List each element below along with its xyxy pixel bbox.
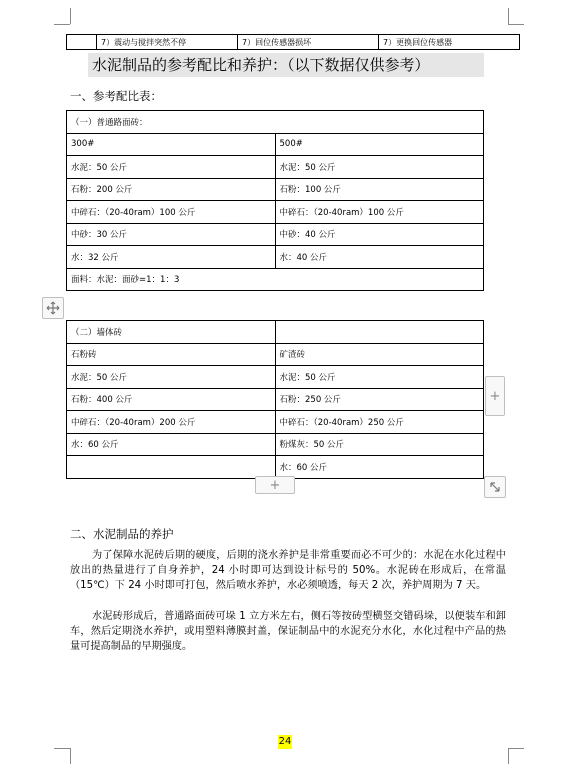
table-cell <box>67 456 276 479</box>
crop-mark <box>70 748 71 764</box>
table-cell: 石粉：200 公斤 <box>67 178 276 201</box>
table-cell: 水泥：50 公斤 <box>67 366 276 389</box>
table-cell: 水：40 公斤 <box>275 246 484 269</box>
table-cell: 石粉：400 公斤 <box>67 388 276 411</box>
resize-icon <box>489 481 501 493</box>
crop-mark <box>54 24 70 25</box>
mix-table-paving <box>66 110 484 291</box>
table-row <box>67 201 484 224</box>
table-cell: 7）更换回位传感器 <box>379 35 520 50</box>
crop-mark <box>508 748 524 749</box>
table-row <box>67 223 484 246</box>
table-cell: 水泥：50 公斤 <box>275 156 484 179</box>
plus-icon: + <box>269 477 281 493</box>
table-cell: 石粉：250 公斤 <box>275 388 484 411</box>
crop-mark <box>70 8 71 24</box>
table-cell: 水：32 公斤 <box>67 246 276 269</box>
table-cell: 粉煤灰：50 公斤 <box>275 433 484 456</box>
table-row <box>67 35 520 50</box>
table-cell: 中砂：30 公斤 <box>67 223 276 246</box>
previous-table-fragment <box>66 34 520 50</box>
page-title: 水泥制品的参考配比和养护：（以下数据仅供参考） <box>88 53 484 77</box>
table-cell: 矿渣砖 <box>275 343 484 366</box>
table-row <box>67 268 484 291</box>
table-row <box>67 433 484 456</box>
table-cell: 石粉砖 <box>67 343 276 366</box>
table-row <box>67 156 484 179</box>
move-icon <box>46 301 60 315</box>
table-cell: 中碎石：（20-40ram）200 公斤 <box>67 411 276 434</box>
table-row <box>67 321 484 344</box>
table-cell <box>67 35 97 50</box>
table-row <box>67 388 484 411</box>
add-row-button[interactable] <box>255 476 295 494</box>
table-cell: 石粉：100 公斤 <box>275 178 484 201</box>
table-heading-cell: （二）墙体砖 <box>67 321 276 344</box>
table-footer-cell: 面料：水泥：面砂=1：1：3 <box>67 268 484 291</box>
plus-icon: + <box>489 388 501 404</box>
table-heading-cell: （一）普通路面砖： <box>67 111 484 134</box>
table-cell: 中碎石：（20-40ram）250 公斤 <box>275 411 484 434</box>
table-move-handle[interactable] <box>42 297 64 319</box>
crop-mark <box>508 24 524 25</box>
table-header-row <box>67 133 484 156</box>
table-row <box>67 366 484 389</box>
table-cell: 7）回位传感器损坏 <box>238 35 379 50</box>
crop-mark <box>508 748 509 764</box>
table-cell: 中碎石：（20-40ram）100 公斤 <box>67 201 276 224</box>
table-cell <box>275 321 484 344</box>
section-heading-2: 二、水泥制品的养护 <box>70 527 174 541</box>
crop-mark <box>508 8 509 24</box>
table-resize-handle[interactable] <box>484 476 506 498</box>
crop-mark <box>54 748 70 749</box>
table-cell: 500# <box>275 133 484 156</box>
table-cell: 中砂：40 公斤 <box>275 223 484 246</box>
table-cell: 水泥：50 公斤 <box>275 366 484 389</box>
page-number: 24 <box>278 736 292 747</box>
table-cell: 水：60 公斤 <box>275 456 484 479</box>
table-cell: 7）震动与搅拌突然不停 <box>97 35 238 50</box>
paragraph: 为了保障水泥砖后期的硬度，后期的浇水养护是非常重要而必不可少的：水泥在水化过程中放出的热量进行了自身养护，24 小时即可达到设计标号的 50%。水泥砖在形成后，在常温（15℃）下 24 小时即可打包，然后喷水养护，水必须喷透，每天 2 次，养护周期为 7 天。 <box>70 550 506 591</box>
mix-table-wall <box>66 320 484 479</box>
table-row <box>67 178 484 201</box>
table-row <box>67 246 484 269</box>
table-cell: 中碎石：（20-40ram）100 公斤 <box>275 201 484 224</box>
add-column-button[interactable] <box>485 376 505 416</box>
table-row <box>67 111 484 134</box>
table-cell: 水泥：50 公斤 <box>67 156 276 179</box>
table-header-row <box>67 343 484 366</box>
paragraph: 水泥砖形成后，普通路面砖可垛 1 立方米左右，侧石等按砖型横竖交错码垛，以便装车和卸车，然后定期浇水养护，或用塑料薄膜封盖，保证制品中的水泥充分水化，水化过程中产品的热量可提高制品的早期强度。 <box>70 611 506 652</box>
table-row <box>67 411 484 434</box>
table-row <box>67 456 484 479</box>
section-heading-1: 一、参考配比表： <box>70 89 162 103</box>
table-cell: 300# <box>67 133 276 156</box>
table-cell: 水：60 公斤 <box>67 433 276 456</box>
